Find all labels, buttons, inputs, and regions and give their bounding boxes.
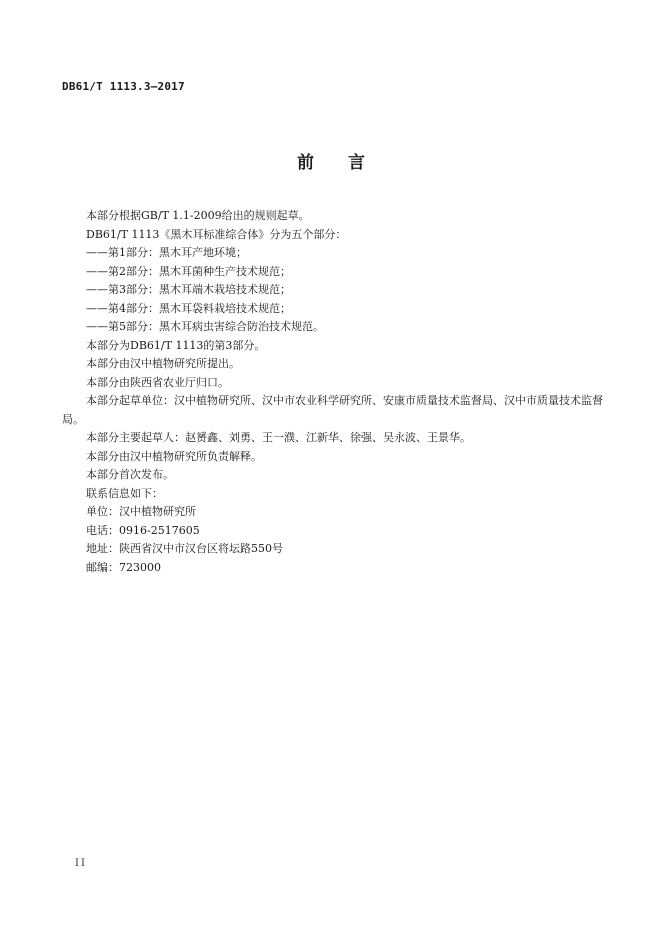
list-item: ——第5部分：黑木耳病虫害综合防治技术规范。 xyxy=(86,320,324,333)
list-item: ——第4部分：黑木耳袋料栽培技术规范； xyxy=(86,301,291,315)
paragraph: 本部分为DB61/T 1113的第3部分。 xyxy=(86,338,266,352)
page-number: II xyxy=(75,858,87,869)
standard-code: DB61/T 1113.3—2017 xyxy=(62,80,185,93)
contact-phone: 电话：0916-2517605 xyxy=(86,523,200,537)
paragraph: 本部分由陕西省农业厅归口。 xyxy=(86,375,229,389)
paragraph: DB61/T 1113《黑木耳标准综合体》分为五个部分： xyxy=(86,227,347,241)
paragraph: 本部分根据GB/T 1.1-2009给出的规则起草。 xyxy=(86,209,310,222)
paragraph: 本部分首次发布。 xyxy=(86,468,174,481)
page-title: 前 言 xyxy=(297,153,379,173)
list-item: ——第1部分：黑木耳产地环境； xyxy=(86,246,247,259)
contact-unit: 单位：汉中植物研究所 xyxy=(86,505,196,518)
paragraph: 本部分由汉中植物研究所负责解释。 xyxy=(86,449,262,463)
foreword-body xyxy=(62,207,604,577)
list-item: ——第2部分：黑木耳菌种生产技术规范； xyxy=(86,264,291,278)
contact-heading: 联系信息如下： xyxy=(86,486,163,500)
paragraph: 本部分起草单位：汉中植物研究所、汉中市农业科学研究所、安康市质量技术监督局、汉中市质量技术监督局。 xyxy=(62,394,603,426)
list-item: ——第3部分：黑木耳端木栽培技术规范； xyxy=(86,283,291,296)
contact-postcode: 邮编：723000 xyxy=(86,560,161,574)
contact-address: 地址：陕西省汉中市汉台区将坛路550号 xyxy=(86,542,283,555)
paragraph: 本部分主要起草人：赵赟鑫、刘勇、王一濮、江新华、徐强、吴永波、王景华。 xyxy=(86,431,471,444)
paragraph: 本部分由汉中植物研究所提出。 xyxy=(86,357,240,370)
